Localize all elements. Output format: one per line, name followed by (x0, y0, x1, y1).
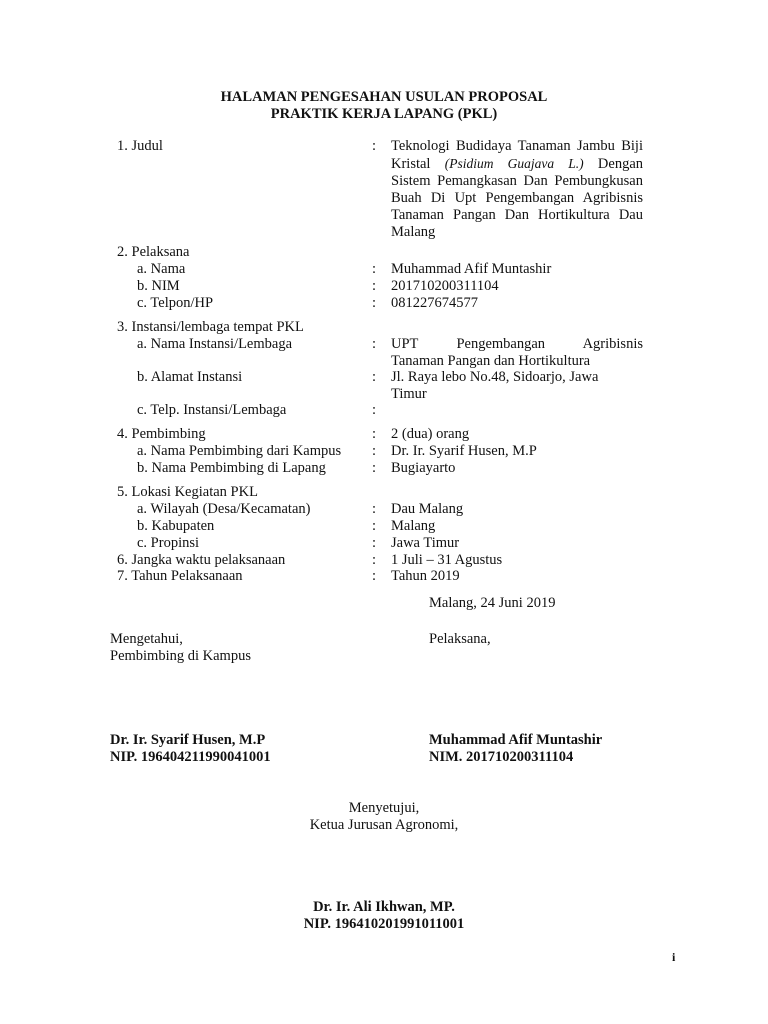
pembimbing-kampus-label: a. Nama Pembimbing dari Kampus (137, 443, 342, 459)
pelaksana-nama-value: Muhammad Afif Muntashir (391, 261, 552, 277)
instansi-alamat-value (391, 369, 643, 403)
instansi-alamat-label: b. Alamat Instansi (137, 369, 243, 385)
approval-signer-name: Dr. Ir. Ali Ikhwan, MP. (313, 899, 455, 915)
lokasi-kabupaten-colon: : (372, 518, 377, 534)
approval-line-1: Menyetujui, (348, 800, 420, 816)
left-signer-line-2: Pembimbing di Kampus (110, 648, 251, 664)
pelaksana-label: 2. Pelaksana (117, 244, 190, 260)
instansi-nama-value (391, 336, 643, 370)
pembimbing-lapang-label: b. Nama Pembimbing di Lapang (137, 460, 326, 476)
place-date: Malang, 24 Juni 2019 (429, 595, 556, 611)
judul-line-4: Buah Di Upt Pengembangan Agribisnis (391, 190, 643, 206)
judul-line-2-post: Dengan (597, 156, 643, 172)
lokasi-kabupaten-value: Malang (391, 518, 436, 534)
jangka-value: 1 Juli – 31 Agustus (391, 552, 503, 568)
instansi-nama-label: a. Nama Instansi/Lembaga (137, 336, 293, 352)
document-title: HALAMAN PENGESAHAN USULAN PROPOSAL (220, 89, 548, 105)
instansi-nama-colon: : (372, 336, 377, 352)
instansi-label: 3. Instansi/lembaga tempat PKL (117, 319, 304, 335)
pelaksana-telp-colon: : (372, 295, 377, 311)
lokasi-propinsi-value: Jawa Timur (391, 535, 460, 551)
lokasi-kabupaten-label: b. Kabupaten (137, 518, 215, 534)
pelaksana-telp-label: c. Telpon/HP (137, 295, 214, 311)
pembimbing-kampus-colon: : (372, 443, 377, 459)
judul-line-6: Malang (391, 224, 436, 240)
pelaksana-telp-value: 081227674577 (391, 295, 478, 311)
lokasi-label: 5. Lokasi Kegiatan PKL (117, 484, 258, 500)
left-signer-name: Dr. Ir. Syarif Husen, M.P (110, 732, 266, 748)
judul-line-2 (391, 155, 643, 173)
instansi-telp-colon: : (372, 402, 377, 418)
jangka-colon: : (372, 552, 377, 568)
judul-line-2-pre: Kristal (391, 156, 431, 172)
pelaksana-nim-label: b. NIM (137, 278, 180, 294)
approval-line-2: Ketua Jurusan Agronomi, (309, 817, 459, 833)
lokasi-wilayah-colon: : (372, 501, 377, 517)
judul-line-5: Tanaman Pangan Dan Hortikultura Dau (391, 207, 643, 223)
pelaksana-nama-colon: : (372, 261, 377, 277)
instansi-alamat-colon: : (372, 369, 377, 385)
pembimbing-label: 4. Pembimbing (117, 426, 206, 442)
tahun-colon: : (372, 568, 377, 584)
jangka-label: 6. Jangka waktu pelaksanaan (117, 552, 286, 568)
approval-signer-id: NIP. 196410201991011001 (303, 916, 465, 932)
instansi-telp-label: c. Telp. Instansi/Lembaga (137, 402, 287, 418)
left-signer-line-1: Mengetahui, (110, 631, 183, 647)
right-signer-name: Muhammad Afif Muntashir (429, 732, 603, 748)
judul-label: 1. Judul (117, 138, 163, 154)
pembimbing-colon: : (372, 426, 377, 442)
lokasi-wilayah-label: a. Wilayah (Desa/Kecamatan) (137, 501, 311, 517)
page-number: i (672, 950, 676, 964)
document-subtitle: PRAKTIK KERJA LAPANG (PKL) (270, 106, 498, 122)
pelaksana-nim-value: 201710200311104 (391, 278, 499, 294)
pembimbing-value: 2 (dua) orang (391, 426, 470, 442)
judul-line-3: Sistem Pemangkasan Dan Pembungkusan (391, 173, 643, 189)
lokasi-propinsi-label: c. Propinsi (137, 535, 200, 551)
pembimbing-lapang-value: Bugiayarto (391, 460, 456, 476)
tahun-value: Tahun 2019 (391, 568, 460, 584)
instansi-alamat-line-2: Timur (391, 386, 427, 402)
instansi-alamat-line-1: Jl. Raya lebo No.48, Sidoarjo, Jawa (391, 369, 599, 385)
judul-species-italic: (Psidium Guajava L.) (444, 156, 584, 171)
instansi-nama-line-2: Tanaman Pangan dan Hortikultura (391, 353, 591, 369)
tahun-label: 7. Tahun Pelaksanaan (117, 568, 243, 584)
right-signer-line-1: Pelaksana, (429, 631, 491, 647)
pelaksana-nama-label: a. Nama (137, 261, 186, 277)
judul-value (391, 138, 643, 241)
judul-colon: : (372, 138, 377, 154)
judul-line-1: Teknologi Budidaya Tanaman Jambu Biji (391, 138, 643, 154)
instansi-nama-line-1: UPT Pengembangan Agribisnis (391, 336, 643, 352)
pembimbing-lapang-colon: : (372, 460, 377, 476)
pelaksana-nim-colon: : (372, 278, 377, 294)
lokasi-propinsi-colon: : (372, 535, 377, 551)
pembimbing-kampus-value: Dr. Ir. Syarif Husen, M.P (391, 443, 537, 459)
lokasi-wilayah-value: Dau Malang (391, 501, 464, 517)
left-signer-id: NIP. 196404211990041001 (110, 749, 271, 765)
right-signer-id: NIM. 201710200311104 (429, 749, 574, 765)
